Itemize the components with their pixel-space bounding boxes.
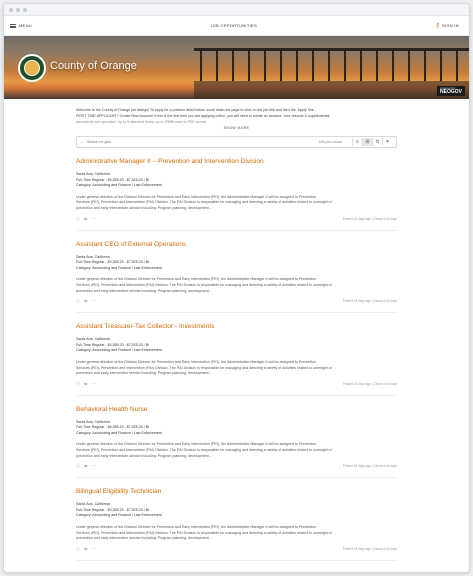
job-title-link[interactable]: Behavioral Health Nurse bbox=[76, 405, 148, 413]
job-meta bbox=[76, 172, 397, 189]
share-icon[interactable]: ⇆ bbox=[84, 380, 88, 386]
job-description-line: prevention and early intervention service including: Program planning, development... bbox=[76, 205, 212, 210]
more-icon[interactable]: ⋯ bbox=[91, 215, 96, 221]
job-type-salary: Full-Time Regular - $4,555.20 - $7,525.20 / Bi bbox=[76, 425, 149, 430]
window-dot[interactable] bbox=[9, 8, 13, 12]
job-location: Santa Ana, California bbox=[76, 172, 110, 176]
job-meta bbox=[76, 420, 397, 437]
info-icon[interactable]: ⓘ bbox=[76, 298, 80, 304]
job-actions bbox=[76, 216, 95, 222]
posted-date: Posted 23 days ago | Closes in 8 days bbox=[342, 216, 397, 221]
job-location: Santa Ana, California bbox=[76, 337, 110, 342]
share-icon[interactable]: ⇆ bbox=[84, 298, 88, 304]
posted-date: Posted 23 days ago | Closes in 8 days bbox=[342, 299, 397, 304]
top-navigation bbox=[4, 16, 469, 36]
job-description-line: prevention and early intervention service including: Program planning, development... bbox=[76, 453, 212, 458]
posted-date: Posted 23 days ago | Closes in 8 days bbox=[342, 381, 397, 386]
menu-label: MENU bbox=[19, 23, 32, 28]
job-description bbox=[76, 360, 397, 377]
neogov-powered-by: powered by bbox=[440, 86, 456, 90]
job-description bbox=[76, 277, 397, 294]
job-type-salary: Full-Time Regular - $4,555.20 - $7,525.20 / Bi bbox=[76, 507, 149, 512]
job-listing bbox=[76, 313, 397, 396]
search-icon: ⌕ bbox=[81, 140, 84, 144]
page-title: JOB OPPORTUNITIES bbox=[210, 23, 257, 28]
window-chrome bbox=[4, 4, 469, 16]
job-description-line: Under general direction of the Division Director for Prevention and Early Intervention (PEI), the Administrative Manager II will be assigned to Prevention bbox=[76, 525, 317, 530]
job-type-salary: Full-Time Regular - $4,555.20 - $7,525.20 / Bi bbox=[76, 260, 149, 265]
job-list bbox=[76, 148, 397, 561]
info-icon[interactable]: ⓘ bbox=[76, 215, 80, 221]
job-listing bbox=[76, 478, 397, 561]
menu-button[interactable] bbox=[10, 23, 32, 28]
job-footer bbox=[76, 381, 397, 396]
job-description-line: Under general direction of the Division Director for Prevention and Early Intervention (PEI), the Administrative Manager II will be assigned to Prevention bbox=[76, 194, 317, 199]
job-title-link[interactable]: Bilingual Eligibility Technician bbox=[76, 488, 162, 496]
job-category: Category: Accounting and Finance / Law Enforcement bbox=[76, 183, 162, 188]
job-footer bbox=[76, 463, 397, 478]
job-listing bbox=[76, 231, 397, 314]
neogov-brand: NEOGOV bbox=[440, 89, 462, 95]
info-icon[interactable]: ⓘ bbox=[76, 380, 80, 386]
more-icon[interactable]: ⋯ bbox=[91, 463, 96, 469]
show-more-link[interactable]: SHOW MORE bbox=[223, 126, 250, 130]
share-icon[interactable]: ⇆ bbox=[84, 545, 88, 551]
browser-window bbox=[3, 3, 470, 573]
posted-date: Posted 23 days ago | Closes in 8 days bbox=[342, 464, 397, 469]
info-icon[interactable]: ⓘ bbox=[76, 463, 80, 469]
job-description-line: Services (PEI), Prevention and Intervention (P&I) Division. The P&I Division is responsible for managing and directing a variety of activities related to oversight of bbox=[76, 200, 332, 205]
neogov-logo[interactable] bbox=[437, 86, 465, 96]
more-icon[interactable]: ⋯ bbox=[91, 298, 96, 304]
job-listing bbox=[76, 148, 397, 231]
job-type-salary: Full-Time Regular - $4,555.20 - $7,525.20 / Bi bbox=[76, 177, 149, 182]
intro-line-faded: documents are uploaded. Up to 5 attached items, up to 20MB each in PDF format. bbox=[76, 120, 207, 124]
key-icon: ⚷ bbox=[435, 23, 440, 29]
job-description-line: Under general direction of the Division Director for Prevention and Early Intervention (PEI), the Administrative Manager II will be assigned to Prevention bbox=[76, 277, 317, 282]
job-actions bbox=[76, 546, 95, 552]
job-title-link[interactable]: Administrative Manager II – Prevention and Intervention Division bbox=[76, 158, 264, 165]
job-title-link[interactable]: Assistant Treasurer-Tax Collector - Investments bbox=[76, 323, 215, 331]
intro-line: Welcome to the County of Orange job listings! To apply for a position listed below, scroll down the page to click on the job title and then the 'Apply' link. bbox=[76, 108, 315, 112]
more-icon[interactable]: ⋯ bbox=[91, 380, 96, 386]
job-description-line: Services (PEI), Prevention and Intervention (P&I) Division. The P&I Division is responsible for managing and directing a variety of activities related to oversight of bbox=[76, 448, 332, 453]
job-title-link[interactable]: Assistant CEO of External Operations bbox=[76, 240, 187, 248]
job-category: Category: Accounting and Finance / Law Enforcement bbox=[76, 430, 162, 435]
county-seal-logo bbox=[18, 54, 46, 82]
job-description-line: prevention and early intervention service including: Program planning, development... bbox=[76, 288, 212, 293]
share-icon[interactable]: ⇆ bbox=[84, 463, 88, 469]
more-icon[interactable]: ⋯ bbox=[91, 545, 96, 551]
share-icon[interactable]: ⇆ bbox=[84, 215, 88, 221]
job-footer bbox=[76, 216, 397, 231]
job-footer bbox=[76, 546, 397, 561]
job-description-line: Services (PEI), Prevention and Intervention (P&I) Division. The P&I Division is responsible for managing and directing a variety of activities related to oversight of bbox=[76, 530, 332, 535]
job-footer bbox=[76, 298, 397, 313]
job-description-line: prevention and early intervention service including: Program planning, development... bbox=[76, 536, 212, 541]
job-type-salary: Full-Time Regular - $4,555.20 - $7,525.20 / Bi bbox=[76, 342, 149, 347]
filter-icon[interactable]: ⏷ bbox=[382, 138, 392, 146]
job-meta bbox=[76, 337, 397, 354]
job-description-line: Under general direction of the Division Director for Prevention and Early Intervention (PEI), the Administrative Manager II will be assigned to Prevention bbox=[76, 359, 317, 364]
hamburger-icon bbox=[10, 24, 16, 28]
job-actions bbox=[76, 298, 95, 304]
job-description-line: Under general direction of the Division Director for Prevention and Early Intervention (PEI), the Administrative Manager II will be assigned to Prevention bbox=[76, 442, 317, 447]
pier-silhouette bbox=[194, 36, 469, 99]
search-bar bbox=[76, 136, 397, 148]
job-category: Category: Accounting and Finance / Law Enforcement bbox=[76, 513, 162, 518]
job-listing bbox=[76, 396, 397, 479]
intro-text bbox=[76, 107, 397, 125]
job-meta bbox=[76, 255, 397, 272]
job-description bbox=[76, 442, 397, 459]
job-actions bbox=[76, 463, 95, 469]
main-content bbox=[4, 99, 469, 561]
sign-in-button[interactable] bbox=[435, 22, 459, 29]
job-category: Category: Accounting and Finance / Law Enforcement bbox=[76, 348, 162, 353]
job-category: Category: Accounting and Finance / Law Enforcement bbox=[76, 265, 162, 270]
job-location: Santa Ana, California bbox=[76, 419, 110, 424]
job-location: Santa Ana, California bbox=[76, 254, 110, 259]
window-dot[interactable] bbox=[16, 8, 20, 12]
search-input[interactable] bbox=[87, 140, 318, 144]
job-location: Santa Ana, California bbox=[76, 502, 110, 507]
job-description-line: Services (PEI), Prevention and Intervention (P&I) Division. The P&I Division is responsible for managing and directing a variety of activities related to oversight of bbox=[76, 282, 332, 287]
job-description bbox=[76, 195, 397, 212]
banner bbox=[4, 36, 469, 99]
job-description bbox=[76, 525, 397, 542]
job-description-line: Services (PEI), Prevention and Intervention (P&I) Division. The P&I Division is responsible for managing and directing a variety of activities related to oversight of bbox=[76, 365, 332, 370]
county-title: County of Orange bbox=[50, 60, 137, 72]
sort-icon[interactable]: ⇅ bbox=[372, 138, 382, 146]
job-description-line: prevention and early intervention service including: Program planning, development... bbox=[76, 371, 212, 376]
info-icon[interactable]: ⓘ bbox=[76, 545, 80, 551]
list-view-icon[interactable]: ≡ bbox=[352, 138, 362, 146]
job-meta bbox=[76, 502, 397, 519]
grid-view-icon[interactable]: ⊞ bbox=[362, 138, 372, 146]
window-dot[interactable] bbox=[23, 8, 27, 12]
job-actions bbox=[76, 381, 95, 387]
intro-line: FIRST TIME APPLICANT? Create New Account! If this is the first time you are applying online, you will need to create an account. Your resume & supplemental bbox=[76, 114, 330, 118]
sign-in-label: SIGN IN bbox=[442, 23, 459, 28]
posted-date: Posted 23 days ago | Closes in 8 days bbox=[342, 546, 397, 551]
seal-emblem bbox=[24, 60, 40, 76]
jobs-found-count: 108 jobs found bbox=[318, 140, 342, 144]
